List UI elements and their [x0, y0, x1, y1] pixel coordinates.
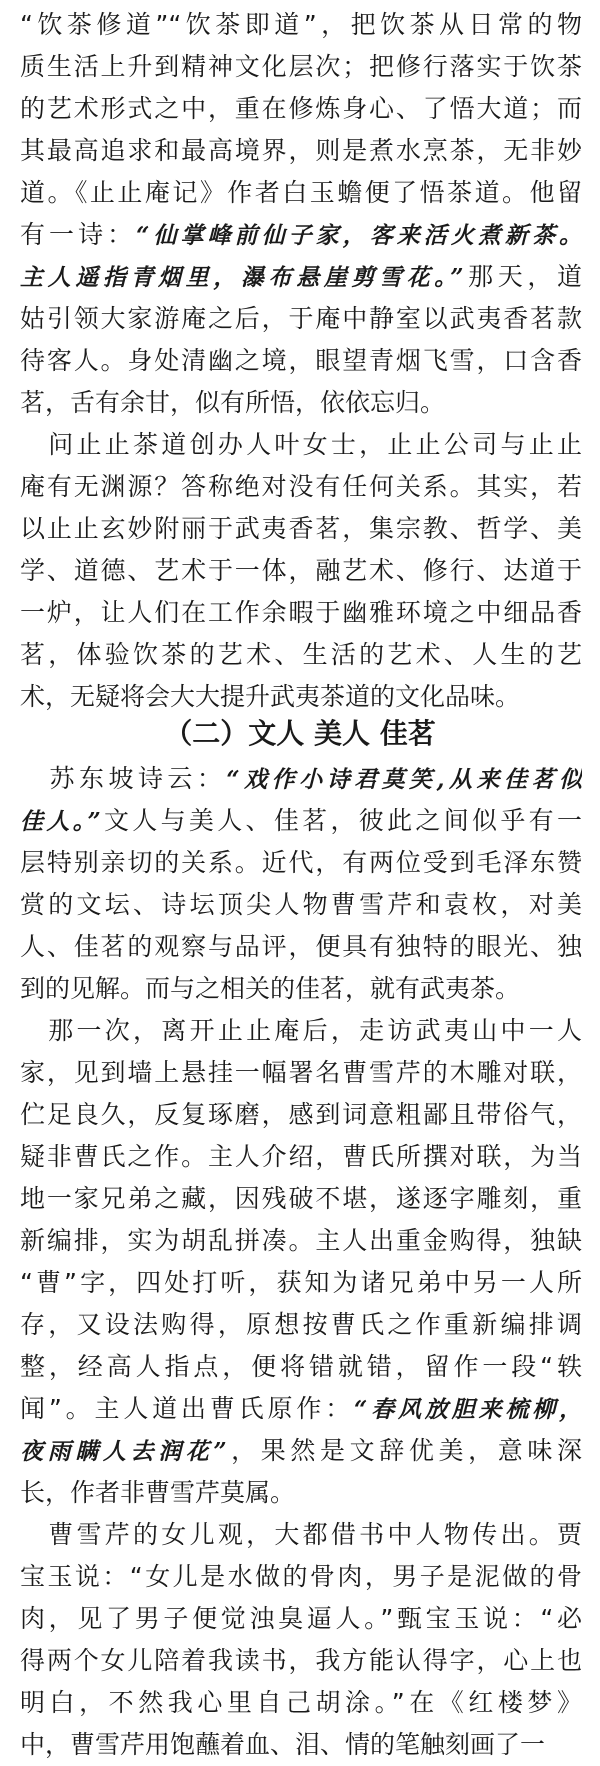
text-line	[20, 1556, 582, 1598]
text-segment: 新编排，实为胡乱拼凑。主人出重金购得，独缺	[20, 1226, 582, 1255]
text-segment: 曹雪芹的女儿观，大都借书中人物传出。贾	[20, 1520, 582, 1549]
text-line	[20, 508, 582, 550]
text-line	[20, 130, 582, 172]
text-line	[20, 1220, 582, 1262]
text-segment: 苏东坡诗云：	[20, 764, 227, 793]
text-segment: 那一次，离开止止庵后，走访武夷山中一人	[20, 1016, 582, 1045]
text-line	[20, 214, 582, 256]
text-line	[20, 172, 582, 214]
text-segment: 茗，舌有余甘，似有所悟，依依忘归。	[20, 388, 446, 417]
text-segment: 茗，体验饮茶的艺术、生活的艺术、人生的艺	[20, 640, 582, 669]
text-segment: 地一家兄弟之藏，因残破不堪，遂逐字雕刻，重	[20, 1184, 582, 1213]
text-line	[20, 884, 582, 926]
text-segment: 伫足良久，反复琢磨，感到词意粗鄙且带俗气，	[20, 1100, 582, 1129]
text-segment: 问止止茶道创办人叶女士，止止公司与止止	[20, 430, 582, 459]
text-segment: 得两个女儿陪着我读书，我方能认得字，心上也	[20, 1646, 582, 1675]
poem-quote: “戏作小诗君莫笑,从来佳茗似	[226, 766, 582, 793]
text-line	[20, 634, 582, 676]
text-line	[20, 1094, 582, 1136]
text-segment: 存，又设法购得，原想按曹氏之作重新编排调	[20, 1310, 582, 1339]
text-line	[20, 382, 582, 424]
text-segment: 赏的文坛、诗坛顶尖人物曹雪芹和袁枚，对美	[20, 890, 582, 919]
section-heading: （二）文人 美人 佳茗	[164, 717, 436, 750]
poem-quote: 佳人。”	[20, 808, 101, 835]
text-segment: 质生活上升到精神文化层次；把修行落实于饮茶	[20, 52, 582, 81]
text-segment: 待客人。身处清幽之境，眼望青烟飞雪，口含香	[20, 346, 582, 375]
text-segment: 整，经高人指点，便将错就错，留作一段“轶	[20, 1352, 582, 1381]
text-line	[20, 4, 582, 46]
poem-quote: 夜雨瞒人去润花”	[20, 1438, 227, 1465]
poem-quote: “仙掌峰前仙子家，客来活火煮新茶。	[136, 222, 582, 249]
text-segment: 人、佳茗的观察与品评，便具有独特的眼光、独	[20, 932, 582, 961]
text-line	[20, 466, 582, 508]
text-line	[20, 758, 582, 800]
text-line	[20, 842, 582, 884]
text-line	[20, 1430, 582, 1472]
text-segment: 闻”。主人道出曹氏原作：	[20, 1394, 355, 1423]
poem-quote: “春风放胆来梳柳，	[354, 1396, 582, 1423]
text-segment: 到的见解。而与之相关的佳茗，就有武夷茶。	[20, 974, 521, 1003]
text-line	[20, 340, 582, 382]
text-line	[20, 550, 582, 592]
text-line	[20, 88, 582, 130]
text-line	[20, 1472, 582, 1514]
text-segment: 庵有无渊源？答称绝对没有任何关系。其实，若	[20, 472, 582, 501]
text-segment: 一炉，让人们在工作余暇于幽雅环境之中细品香	[20, 598, 582, 627]
text-line	[20, 46, 582, 88]
text-line	[20, 1598, 582, 1640]
text-segment: 学、道德、艺术于一体，融艺术、修行、达道于	[20, 556, 582, 585]
text-segment: 其最高追求和最高境界，则是煮水烹茶，无非妙	[20, 136, 582, 165]
text-line	[20, 1388, 582, 1430]
text-segment: 长，作者非曹雪芹莫属。	[20, 1478, 296, 1507]
text-segment: 明白，不然我心里自己胡涂。”在《红楼梦》	[20, 1688, 582, 1717]
text-segment: “饮茶修道”“饮茶即道”，把饮茶从日常的物	[20, 10, 582, 39]
text-line	[20, 1640, 582, 1682]
text-line	[20, 1052, 582, 1094]
text-segment: 层特别亲切的关系。近代，有两位受到毛泽东赞	[20, 848, 582, 877]
text-segment: 中，曹雪芹用饱蘸着血、泪、情的笔触刻画了一	[20, 1730, 546, 1759]
text-line	[20, 1346, 582, 1388]
text-segment: 宝玉说：“女儿是水做的骨肉，男子是泥做的骨	[20, 1562, 582, 1591]
text-segment: 有一诗：	[20, 220, 137, 249]
text-line	[20, 1262, 582, 1304]
text-line	[20, 256, 582, 298]
text-segment: “曹”字，四处打听，获知为诸兄弟中另一人所	[20, 1268, 582, 1297]
text-line	[20, 1682, 582, 1724]
text-line	[20, 592, 582, 634]
text-segment: 疑非曹氏之作。主人介绍，曹氏所撰对联，为当	[20, 1142, 582, 1171]
poem-quote: 主人遥指青烟里，瀑布悬崖剪雪花。”	[20, 264, 464, 291]
text-line	[20, 298, 582, 340]
text-segment: 的艺术形式之中，重在修炼身心、了悟大道；而	[20, 94, 582, 123]
text-line	[20, 1304, 582, 1346]
text-line	[20, 1136, 582, 1178]
text-segment: 文人与美人、佳茗，彼此之间似乎有一	[100, 806, 582, 835]
text-line	[20, 968, 582, 1010]
text-line	[20, 1514, 582, 1556]
text-segment: 道。《止止庵记》作者白玉蟾便了悟茶道。他留	[20, 178, 582, 207]
text-segment: 家，见到墙上悬挂一幅署名曹雪芹的木雕对联，	[20, 1058, 582, 1087]
text-segment: 姑引领大家游庵之后，于庵中静室以武夷香茗款	[20, 304, 582, 333]
text-line	[20, 800, 582, 842]
text-line	[20, 1724, 582, 1766]
text-line	[20, 1178, 582, 1220]
text-segment: ，果然是文辞优美，意味深	[226, 1436, 582, 1465]
text-segment: 以止止玄妙附丽于武夷香茗，集宗教、哲学、美	[20, 514, 582, 543]
text-line	[20, 1010, 582, 1052]
text-segment: 肉，见了男子便觉浊臭逼人。”甄宝玉说：“必	[20, 1604, 582, 1633]
text-segment: 术，无疑将会大大提升武夷茶道的文化品味。	[20, 682, 521, 711]
text-line	[20, 926, 582, 968]
text-segment: 那天，道	[463, 262, 582, 291]
text-line	[20, 424, 582, 466]
